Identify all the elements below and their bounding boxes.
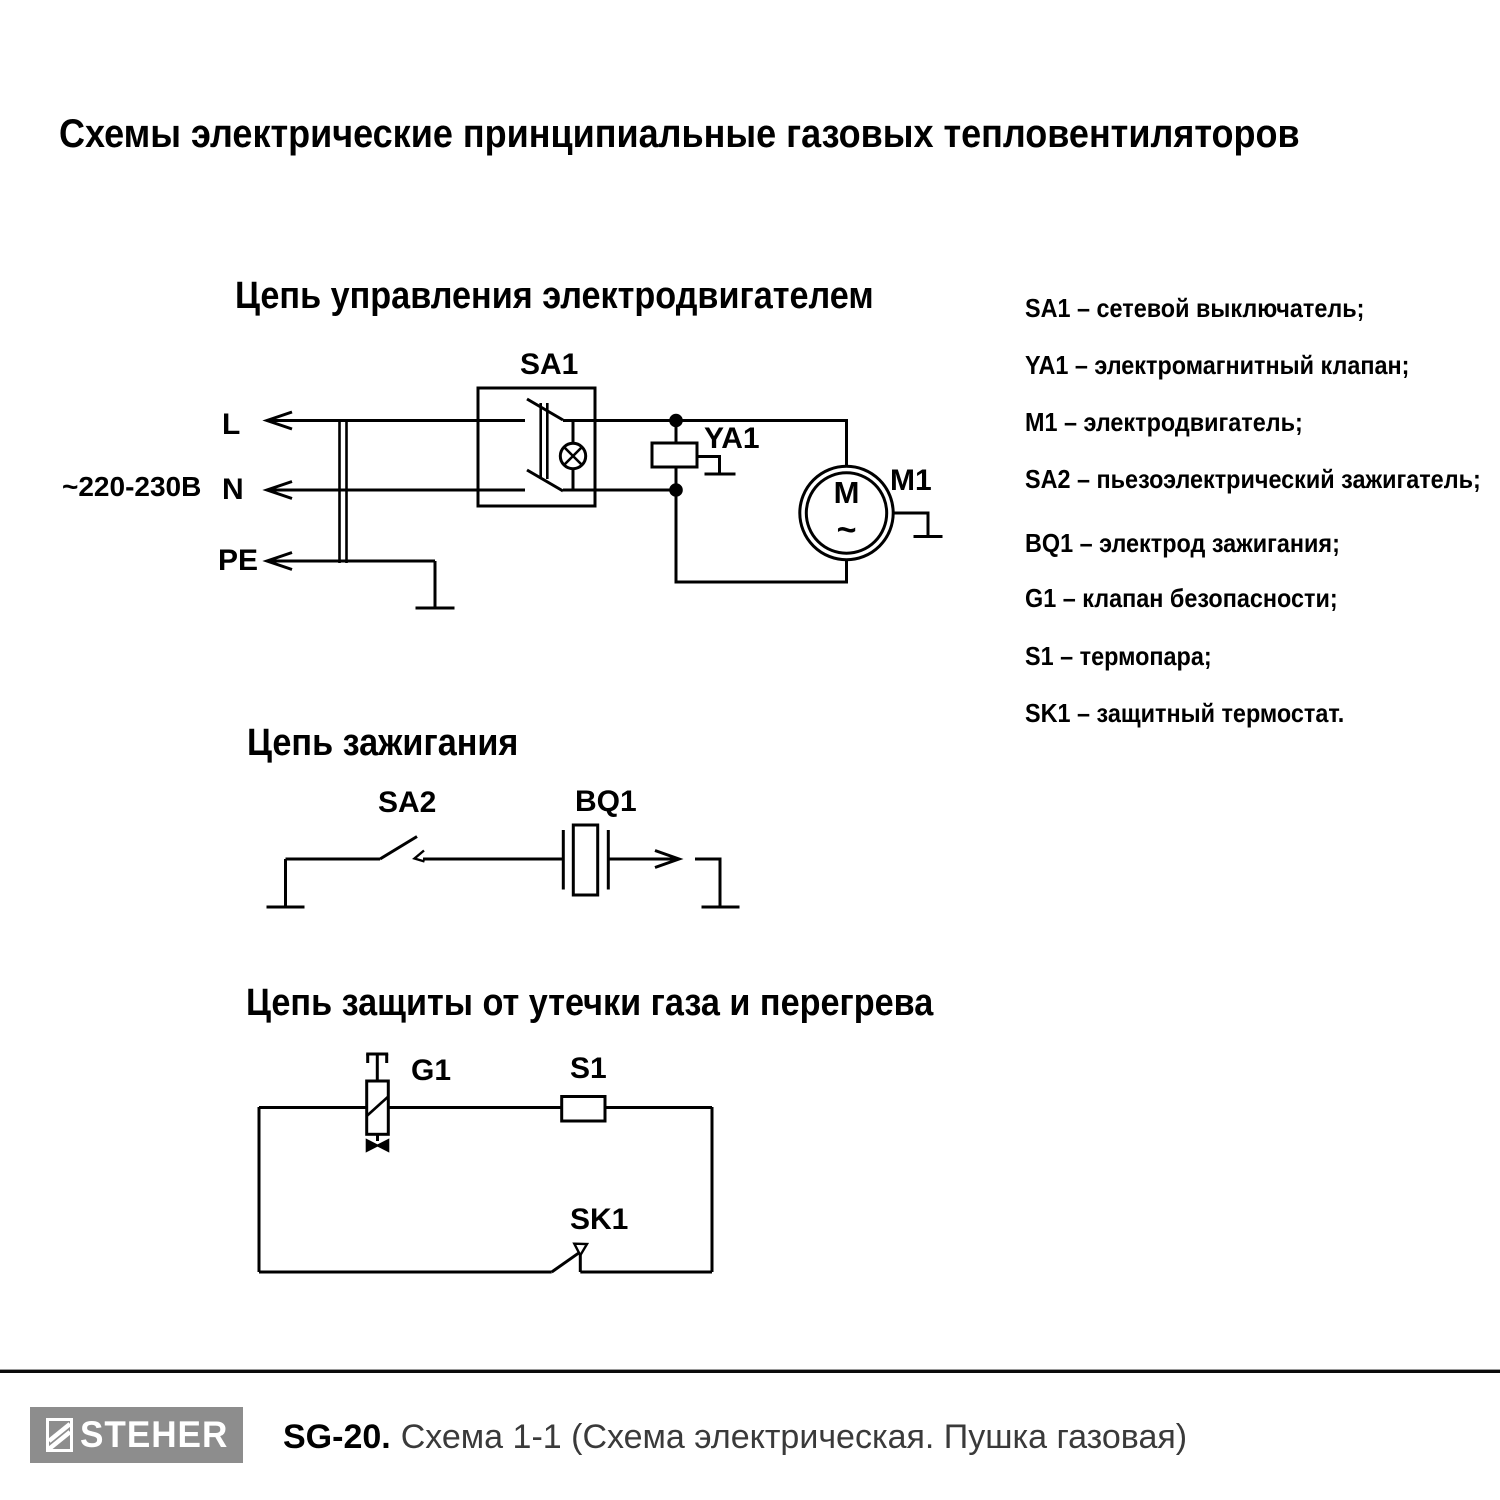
sk1-label: SK1 — [570, 1203, 629, 1236]
g1-label: G1 — [411, 1054, 452, 1087]
heading-motor-control-circuit: Цепь управления электродвигателем — [235, 275, 874, 317]
g1-safety-valve — [367, 1054, 389, 1151]
supply-terminal-arrows — [267, 412, 525, 570]
heading-protection-circuit: Цепь защиты от утечки газа и перегрева — [246, 982, 934, 1024]
g1-manual-actuator-icon — [368, 1054, 387, 1081]
circuit-protection — [259, 1052, 712, 1272]
legend-item-ya1-text: YA1 – электромагнитный клапан; — [1025, 350, 1410, 380]
ignition-output-arrow — [608, 851, 679, 868]
g1-valve-bowtie-icon — [367, 1140, 389, 1151]
sa1-mechanical-link — [541, 403, 548, 479]
sa1-indicator-lamp-icon — [560, 420, 585, 490]
footer-divider-line — [0, 1369, 1500, 1373]
scheme-caption: Схема 1-1 (Схема электрическая. Пушка газовая) — [400, 1418, 1188, 1456]
terminal-pe-label: PE — [218, 544, 259, 577]
supply-voltage-label: ~220-230В — [62, 471, 202, 502]
legend-item-sa2-text: SA2 – пьезоэлектрический зажигатель; — [1025, 464, 1481, 494]
model-number: SG-20. — [283, 1418, 391, 1456]
sa2-blade — [380, 837, 417, 860]
motor-letter: M — [833, 475, 860, 510]
sa1-label: SA1 — [520, 348, 579, 381]
circuit-motor-control — [62, 348, 941, 608]
page-title: Схемы электрические принципиальные газовых тепловентиляторов — [59, 112, 1300, 156]
circuit-ignition — [268, 785, 738, 907]
s1-label: S1 — [570, 1052, 607, 1085]
legend-item-bq1-text: BQ1 – электрод зажигания; — [1025, 528, 1340, 558]
brand-name: STEHER — [80, 1414, 229, 1455]
motor-wave-symbol: ~ — [836, 511, 857, 549]
m1-label: M1 — [890, 464, 932, 497]
sa2-label: SA2 — [378, 786, 437, 819]
ya1-label: YA1 — [704, 422, 760, 455]
ignition-right-terminal — [695, 859, 738, 907]
footer — [0, 1400, 1500, 1480]
heading-ignition-circuit: Цепь зажигания — [247, 722, 519, 764]
footer-caption — [283, 1418, 1187, 1457]
sa1-switch-box — [478, 388, 595, 506]
pe-ground-symbol — [417, 561, 453, 608]
ya1-gas-flag — [697, 457, 734, 475]
legend-item-sa1-text: SA1 – сетевой выключатель; — [1025, 293, 1365, 323]
steher-logo — [30, 1407, 243, 1463]
terminal-n-label: N — [222, 473, 244, 506]
bq1-piezo-element — [563, 825, 608, 895]
sk1-blade — [552, 1252, 580, 1272]
legend-item-m1-text: M1 – электродвигатель; — [1025, 407, 1303, 437]
sa1-bottom-blade — [527, 470, 563, 491]
sa1-top-blade — [527, 399, 563, 420]
sk1-thermostat-switch — [552, 1244, 587, 1272]
bq1-label: BQ1 — [575, 785, 637, 818]
motor-ground-symbol — [893, 513, 941, 537]
legend-item-s1-text: S1 – термопара; — [1025, 641, 1212, 671]
s1-thermocouple — [562, 1097, 605, 1122]
legend-item-sk1-text: SK1 – защитный термостат. — [1025, 698, 1345, 728]
sa2-switch — [380, 837, 425, 862]
terminal-l-label: L — [222, 408, 241, 441]
legend-item-g1-text: G1 – клапан безопасности; — [1025, 583, 1338, 613]
ignition-left-terminal — [268, 859, 303, 907]
steher-emblem-icon — [46, 1418, 73, 1452]
